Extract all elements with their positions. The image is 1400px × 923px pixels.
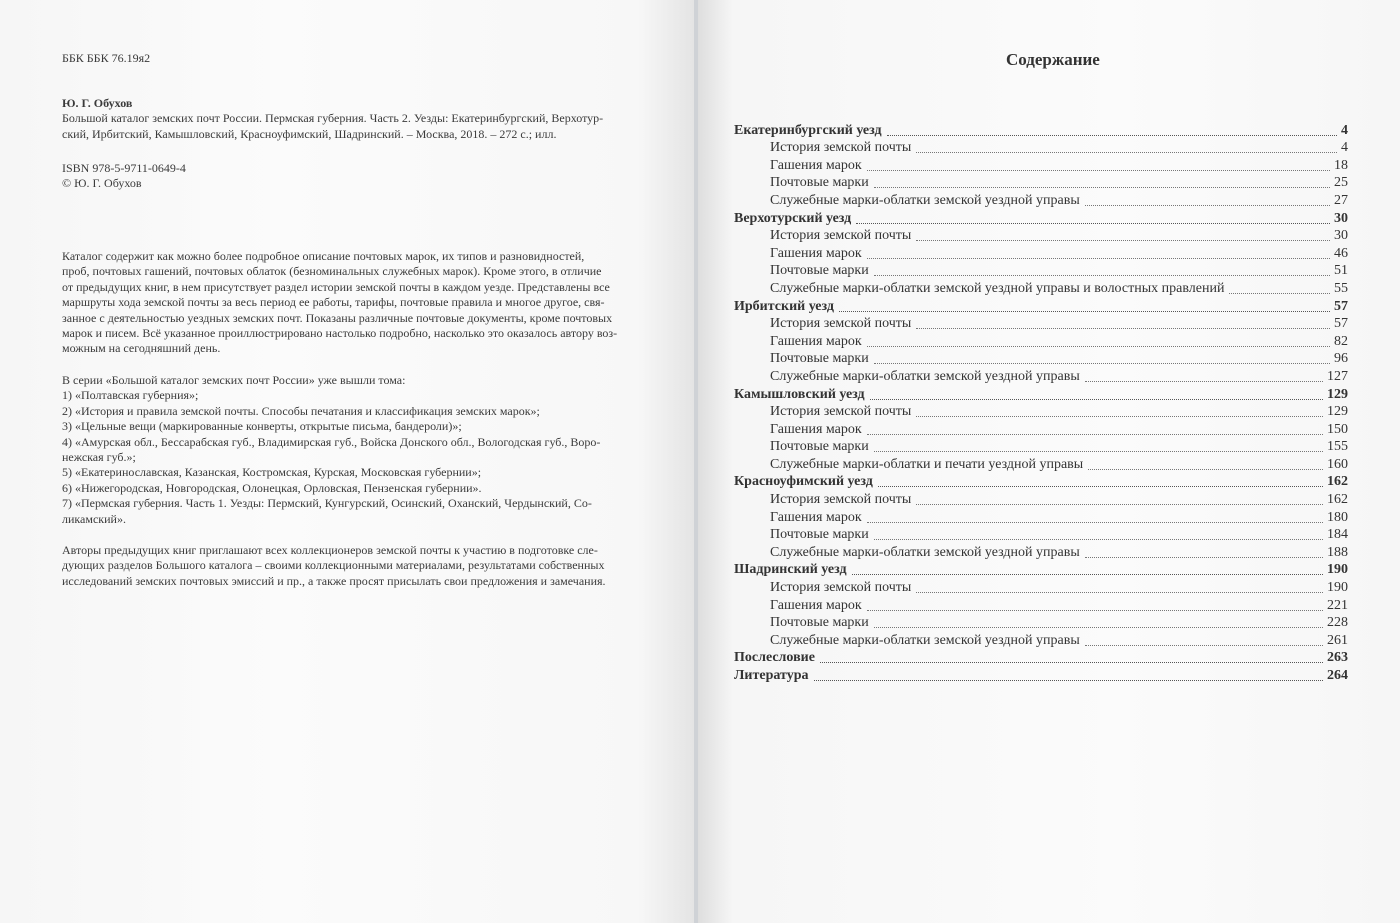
dot-leader bbox=[1085, 554, 1323, 558]
toc-subsection-entry[interactable] bbox=[734, 191, 1348, 209]
abstract-line: от предыдущих книг, в нем присутствует раздел истории земской почты в каждом уезде. Представлены все bbox=[62, 279, 610, 294]
dot-leader bbox=[867, 607, 1323, 611]
dot-leader bbox=[870, 396, 1323, 400]
dot-leader bbox=[878, 483, 1323, 487]
toc-subsection-entry[interactable] bbox=[734, 244, 1348, 262]
toc-entry-label: Почтовые марки bbox=[770, 527, 869, 543]
toc-section-entry[interactable] bbox=[734, 385, 1348, 403]
toc-entry-page: 180 bbox=[1327, 509, 1348, 525]
series-item: 5) «Екатеринославская, Казанская, Костромская, Курская, Московская губернии»; bbox=[62, 465, 482, 480]
toc-subsection-entry[interactable] bbox=[734, 227, 1348, 245]
toc-entry-page: 57 bbox=[1334, 316, 1348, 332]
isbn-block bbox=[62, 161, 666, 192]
toc-entry-page: 155 bbox=[1327, 439, 1348, 455]
series-intro: В серии «Большой каталог земских почт России» уже вышли тома: bbox=[62, 373, 406, 387]
dot-leader bbox=[874, 272, 1330, 276]
toc-entry-label: Гашения марок bbox=[770, 597, 862, 613]
toc-entry-label: Гашения марок bbox=[770, 245, 862, 261]
abstract-line: занное с деятельностью уездных земских почт. Показаны различные почтовые документы, кроме почтовых bbox=[62, 310, 613, 325]
toc-entry-page: 30 bbox=[1334, 228, 1348, 244]
toc-entry-page: 162 bbox=[1327, 474, 1348, 490]
citation-line: Большой каталог земских почт России. Пермская губерния. Часть 2. Уезды: Екатеринбургский, Верхотур- bbox=[62, 111, 604, 126]
toc-entry-label: Литература bbox=[734, 668, 809, 683]
toc-subsection-entry[interactable] bbox=[734, 367, 1348, 385]
series-item: 4) «Амурская обл., Бессарабская губ., Владимирская губ., Войска Донского обл., Вологодская губ., Воро- bbox=[62, 434, 601, 449]
toc-subsection-entry[interactable] bbox=[734, 543, 1348, 561]
citation-line: ский, Ирбитский, Камышловский, Красноуфимский, Шадринский. – Москва, 2018. – 272 с.; илл. bbox=[62, 126, 557, 141]
series-item: 6) «Нижегородская, Новгородская, Олонецкая, Орловская, Пензенская губернии». bbox=[62, 480, 482, 495]
toc-entry-label: Служебные марки-облатки земской уездной управы bbox=[770, 368, 1080, 384]
dot-leader bbox=[867, 167, 1330, 171]
toc-subsection-entry[interactable] bbox=[734, 508, 1348, 526]
toc-subsection-entry[interactable] bbox=[734, 262, 1348, 280]
toc-entry-label: Почтовые марки bbox=[770, 175, 869, 191]
toc-entry-page: 129 bbox=[1327, 404, 1348, 420]
toc-entry-page: 190 bbox=[1327, 562, 1348, 578]
dot-leader bbox=[867, 255, 1330, 259]
dot-leader bbox=[867, 431, 1323, 435]
invite-line: исследований земских почтовых эмиссий и пр., а также просят присылать свои предложения и замечания. bbox=[62, 573, 606, 588]
dot-leader bbox=[887, 132, 1337, 136]
dot-leader bbox=[874, 624, 1323, 628]
toc-entry-page: 46 bbox=[1334, 245, 1348, 261]
toc-entry-page: 51 bbox=[1334, 263, 1348, 279]
dot-leader bbox=[1088, 466, 1323, 470]
invite-line: дующих разделов Большого каталога – своими коллекционными материалами, результатами собственных bbox=[62, 558, 605, 573]
dot-leader bbox=[856, 220, 1330, 224]
toc-subsection-entry[interactable] bbox=[734, 526, 1348, 544]
series-item: 7) «Пермская губерния. Часть 1. Уезды: Пермский, Кунгурский, Осинский, Оханский, Чердынский, Со- bbox=[62, 496, 592, 511]
toc-subsection-entry[interactable] bbox=[734, 631, 1348, 649]
abstract-line: проб, почтовых гашений, почтовых облаток (безноминальных служебных марок). Кроме этого, в отличие bbox=[62, 264, 602, 279]
toc-entry-page: 184 bbox=[1327, 527, 1348, 543]
dot-leader bbox=[874, 448, 1323, 452]
dot-leader bbox=[867, 519, 1323, 523]
toc-entry-page: 129 bbox=[1327, 386, 1348, 402]
toc-subsection-entry[interactable] bbox=[734, 403, 1348, 421]
toc-section-entry[interactable] bbox=[734, 649, 1348, 667]
series-item: нежская губ.»; bbox=[62, 450, 136, 465]
abstract-line: Каталог содержит как можно более подробное описание почтовых марок, их типов и разновидностей, bbox=[62, 249, 585, 263]
toc-entry-label: Гашения марок bbox=[770, 421, 862, 437]
toc-entry-page: 150 bbox=[1327, 421, 1348, 437]
dot-leader bbox=[916, 149, 1337, 153]
toc-entry-label: Красноуфимский уезд bbox=[734, 474, 873, 490]
dot-leader bbox=[916, 589, 1323, 593]
toc-entry-label: Послесловие bbox=[734, 650, 815, 666]
toc-entry-label: Служебные марки-облатки земской уездной управы bbox=[770, 632, 1080, 648]
toc-entry-label: Гашения марок bbox=[770, 509, 862, 525]
toc-entry-label: Почтовые марки bbox=[770, 439, 869, 455]
toc-subsection-entry[interactable] bbox=[734, 420, 1348, 438]
toc-subsection-entry[interactable] bbox=[734, 350, 1348, 368]
bibliographic-record bbox=[62, 96, 666, 142]
toc-entry-page: 264 bbox=[1327, 668, 1348, 683]
left-page bbox=[0, 0, 694, 923]
toc-entry-page: 221 bbox=[1327, 597, 1348, 613]
dot-leader bbox=[874, 536, 1323, 540]
toc-entry-page: 25 bbox=[1334, 175, 1348, 191]
toc-entry-page: 55 bbox=[1334, 280, 1348, 296]
toc-entry-label: История земской почты bbox=[770, 580, 912, 596]
toc-subsection-entry[interactable] bbox=[734, 614, 1348, 632]
toc-subsection-entry[interactable] bbox=[734, 315, 1348, 333]
toc-section-entry[interactable] bbox=[734, 473, 1348, 491]
toc-entry-label: История земской почты bbox=[770, 404, 912, 420]
toc-entry-label: Служебные марки-облатки земской уездной управы bbox=[770, 192, 1080, 208]
toc-entry-label: История земской почты bbox=[770, 228, 912, 244]
toc-entry-label: История земской почты bbox=[770, 140, 912, 156]
toc-subsection-entry[interactable] bbox=[734, 596, 1348, 614]
toc-entry-label: Камышловский уезд bbox=[734, 386, 865, 402]
toc-subsection-entry[interactable] bbox=[734, 279, 1348, 297]
toc-entry-label: Почтовые марки bbox=[770, 351, 869, 367]
dot-leader bbox=[916, 413, 1323, 417]
dot-leader bbox=[1085, 202, 1330, 206]
dot-leader bbox=[1229, 290, 1330, 294]
toc-entry-page: 27 bbox=[1334, 192, 1348, 208]
toc-subsection-entry[interactable] bbox=[734, 156, 1348, 174]
toc-entry-label: История земской почты bbox=[770, 492, 912, 508]
abstract-line: можным на сегодняшний день. bbox=[62, 341, 221, 356]
copyright-text: © Ю. Г. Обухов bbox=[62, 176, 142, 191]
dot-leader bbox=[874, 360, 1330, 364]
dot-leader bbox=[839, 308, 1330, 312]
toc-section-entry[interactable] bbox=[734, 297, 1348, 315]
invite-line: Авторы предыдущих книг приглашают всех коллекционеров земской почты к участию в подготовке сле- bbox=[62, 543, 598, 557]
dot-leader bbox=[1085, 642, 1323, 646]
bbk-code bbox=[62, 51, 666, 66]
toc-entry-label: Служебные марки-облатки и печати уездной управы bbox=[770, 456, 1084, 472]
isbn-text: ISBN 978-5-9711-0649-4 bbox=[62, 161, 186, 175]
toc-entry-label: История земской почты bbox=[770, 316, 912, 332]
dot-leader bbox=[1085, 378, 1323, 382]
toc-entry-page: 190 bbox=[1327, 580, 1348, 596]
toc-entry-label: Почтовые марки bbox=[770, 615, 869, 631]
dot-leader bbox=[852, 571, 1323, 575]
dot-leader bbox=[916, 325, 1330, 329]
invitation-paragraph bbox=[62, 543, 666, 589]
toc-entry-page: 162 bbox=[1327, 492, 1348, 508]
toc-entry-label: Гашения марок bbox=[770, 333, 862, 349]
toc-entry-label: Служебные марки-облатки земской уездной управы bbox=[770, 544, 1080, 560]
toc-section-entry[interactable] bbox=[734, 121, 1348, 139]
toc-section-entry[interactable] bbox=[734, 561, 1348, 579]
toc-entry-page: 57 bbox=[1334, 298, 1348, 314]
toc-entry-label: Гашения марок bbox=[770, 157, 862, 173]
toc-entry-page: 4 bbox=[1341, 140, 1348, 156]
toc-section-entry[interactable] bbox=[734, 666, 1348, 684]
toc-entry-page: 96 bbox=[1334, 351, 1348, 367]
series-item: ликамский». bbox=[62, 511, 126, 526]
toc-entry-label: Служебные марки-облатки земской уездной управы и волостных правлений bbox=[770, 280, 1225, 296]
toc-entry-page: 127 bbox=[1327, 368, 1348, 384]
toc-entry-page: 160 bbox=[1327, 456, 1348, 472]
dot-leader bbox=[916, 501, 1323, 505]
toc-entry-label: Екатеринбургский уезд bbox=[734, 122, 882, 138]
toc-entry-page: 82 bbox=[1334, 333, 1348, 349]
dot-leader bbox=[867, 343, 1330, 347]
toc-subsection-entry[interactable] bbox=[734, 174, 1348, 192]
bleed-through-heading bbox=[232, 620, 239, 650]
toc-subsection-entry[interactable] bbox=[734, 490, 1348, 508]
abstract-line: марок и писем. Всё указанное проиллюстрировано настолько подробно, насколько это оказалось автору воз- bbox=[62, 326, 618, 341]
toc-entry-label: Ирбитский уезд bbox=[734, 298, 834, 314]
toc-entry-label: Почтовые марки bbox=[770, 263, 869, 279]
bbk-text: ББК ББК 76.19я2 bbox=[62, 51, 151, 65]
toc-subsection-entry[interactable] bbox=[734, 438, 1348, 456]
dot-leader bbox=[814, 677, 1324, 681]
toc-subsection-entry[interactable] bbox=[734, 455, 1348, 473]
dot-leader bbox=[820, 659, 1323, 663]
toc-entry-page: 263 bbox=[1327, 650, 1348, 666]
toc-section-entry[interactable] bbox=[734, 209, 1348, 227]
toc-subsection-entry[interactable] bbox=[734, 578, 1348, 596]
toc-subsection-entry[interactable] bbox=[734, 332, 1348, 350]
dot-leader bbox=[874, 184, 1330, 188]
series-list bbox=[62, 373, 666, 527]
toc-entry-page: 18 bbox=[1334, 157, 1348, 173]
author-name: Ю. Г. Обухов bbox=[62, 96, 133, 110]
series-item: 3) «Цельные вещи (маркированные конверты, открытые письма, бандероли)»; bbox=[62, 419, 462, 434]
toc-entry-label: Верхотурский уезд bbox=[734, 210, 852, 226]
table-of-contents bbox=[734, 121, 1348, 684]
toc-entry-page: 4 bbox=[1341, 122, 1348, 138]
series-item: 1) «Полтавская губерния»; bbox=[62, 388, 199, 403]
toc-subsection-entry[interactable] bbox=[734, 139, 1348, 157]
dot-leader bbox=[916, 237, 1330, 241]
toc-entry-label: Шадринский уезд bbox=[734, 562, 847, 578]
abstract-paragraph bbox=[62, 249, 666, 357]
toc-entry-page: 30 bbox=[1334, 210, 1348, 226]
abstract-line: маршруты хода земской почты за весь период ее работы, тарифы, почтовые правила и многое другое, свя- bbox=[62, 295, 605, 310]
series-item: 2) «История и правила земской почты. Способы печатания и классификация земских марок»; bbox=[62, 403, 540, 418]
toc-title: Содержание bbox=[1006, 50, 1100, 69]
toc-entry-page: 228 bbox=[1327, 615, 1348, 631]
toc-entry-page: 261 bbox=[1327, 632, 1348, 648]
toc-entry-page: 188 bbox=[1327, 544, 1348, 560]
